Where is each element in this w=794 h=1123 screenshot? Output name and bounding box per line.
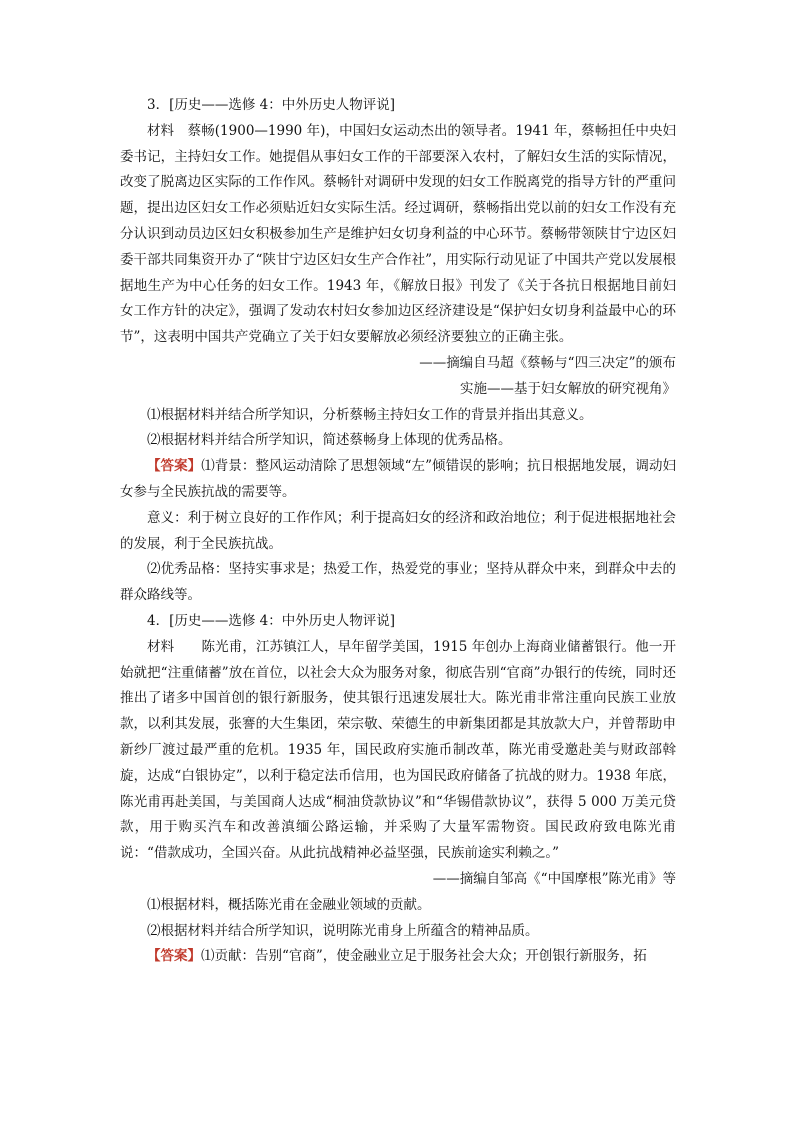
q3-answer-1-text: ⑴背景：整风运动清除了思想领域“左”倾错误的影响；抗日根据地发展，调动妇女参与全民族抗战的需要等。 xyxy=(120,458,676,500)
q3-question-2: ⑵根据材料并结合所学知识，简述蔡畅身上体现的优秀品格。 xyxy=(147,432,512,449)
q3-answer-tag: 【答案】 xyxy=(147,458,202,475)
q4-question-2: ⑵根据材料并结合所学知识，说明陈光甫身上所蕴含的精神品质。 xyxy=(147,922,539,939)
q4-material: 材料 陈光甫，江苏镇江人，早年留学美国，1915 年创办上海商业储蓄银行。他一开始就把“注重储蓄”放在首位，以社会大众为服务对象，彻底告别“官商”办银行的传统，同时还推出了诸多中国首创的银行新服务，使其银行迅速发展壮大。陈光甫非常注重向民族工业放款，以利其发展，张謇的大生集团，荣宗敬、荣德生的申新集团都是其放款大户，并曾帮助申新纱厂渡过最严重的危机。1935 年，国民政府实施币制改革，陈光甫受邀赴美与财政部斡旋，达成“白银协定”，以利于稳定法币信用，也为国民政府储备了抗战的财力。1938 年底，陈光甫再赴美国，与美国商人达成“桐油贷款协议”和“华锡借款协议”，获得 5 000 万美元贷款，用于购买汽车和改善滇缅公路运输，并采购了大量军需物资。国民政府致电陈光甫说：“借款成功，全国兴奋。从此抗战精神必益坚强，民族前途实利赖之。” xyxy=(120,638,676,862)
q3-answer-1 xyxy=(120,454,676,506)
document-page xyxy=(120,93,676,970)
q4-question-1: ⑴根据材料，概括陈光甫在金融业领域的贡献。 xyxy=(147,896,431,913)
q3-source-line2: 实施——基于妇女解放的研究视角》 xyxy=(460,380,676,397)
q3-source-line1: ——摘编自马超《蔡畅与“四三决定”的颁布 xyxy=(419,354,676,371)
q4-answer-1 xyxy=(120,944,676,970)
q3-question-1: ⑴根据材料并结合所学知识，分析蔡畅主持妇女工作的背景并指出其意义。 xyxy=(147,406,593,423)
q4-answer-tag: 【答案】 xyxy=(147,948,201,965)
q3-answer-2: ⑵优秀品格：坚持实事求是；热爱工作，热爱党的事业；坚持从群众中来，到群众中去的群众路线等。 xyxy=(120,561,676,604)
q3-header: 3．[历史——选修 4：中外历史人物评说] xyxy=(147,97,396,113)
q3-answer-meaning: 意义：利于树立良好的工作作风；利于提高妇女的经济和政治地位；利于促进根据地社会的发展，利于全民族抗战。 xyxy=(120,509,676,552)
q4-header: 4．[历史——选修 4：中外历史人物评说] xyxy=(147,612,396,629)
q4-source: ——摘编自邹高《“中国摩根”陈光甫》等 xyxy=(432,870,676,887)
q4-answer-1-text: ⑴贡献：告别“官商”，使金融业立足于服务社会大众；开创银行新服务，拓 xyxy=(201,948,647,965)
q3-material: 材料 蔡畅(1900—1990 年)，中国妇女运动杰出的领导者。1941 年，蔡畅担任中央妇委书记，主持妇女工作。她提倡从事妇女工作的干部要深入农村，了解妇女生活的实际情况，改变了脱离边区实际的工作作风。蔡畅针对调研中发现的妇女工作脱离党的指导方针的严重问题，提出边区妇女工作必须贴近妇女实际生活。经过调研，蔡畅指出党以前的妇女工作没有充分认识到动员边区妇女积极参加生产是维护妇女切身利益的中心环节。蔡畅带领陕甘宁边区妇委干部共同集资开办了“陕甘宁边区妇女生产合作社”，用实际行动见证了中国共产党以发展根据地生产为中心任务的妇女工作。1943 年，《解放日报》刊发了《关于各抗日根据地目前妇女工作方针的决定》，强调了发动农村妇女参加边区经济建设是“保护妇女切身利益最中心的环节”，这表明中国共产党确立了关于妇女要解放必须经济要独立的正确主张。 xyxy=(120,122,676,346)
